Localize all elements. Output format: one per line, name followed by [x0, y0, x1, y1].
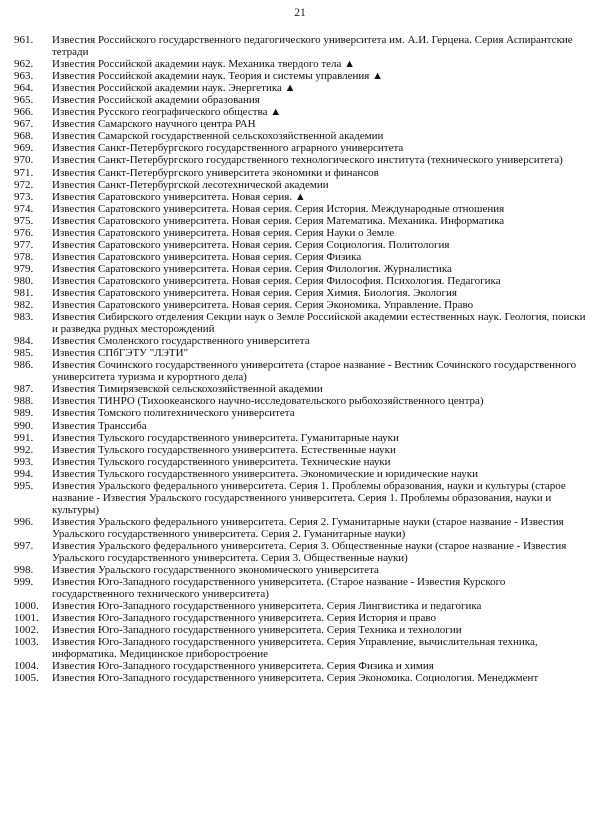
- entry-number: 981.: [14, 286, 34, 299]
- entry-title: Известия Юго-Западного государственного университета. Серия Экономика. Социология. Менеджмент: [52, 672, 539, 685]
- list-item: [14, 191, 588, 203]
- entry-title: Известия Санкт-Петербургского университета экономики и финансов: [52, 166, 379, 179]
- entry-number: 980.: [14, 274, 34, 287]
- list-item: [14, 58, 588, 70]
- list-item: [14, 624, 588, 636]
- list-item: [14, 227, 588, 239]
- entry-title: Известия Самарского научного центра РАН: [52, 118, 256, 131]
- entry-number: 1004.: [14, 660, 39, 673]
- list-item: [14, 468, 588, 480]
- entry-number: 983.: [14, 311, 34, 324]
- entry-number: 973.: [14, 190, 34, 203]
- entry-title: Известия Российской академии наук. Теория и системы управления ▲: [52, 70, 383, 83]
- list-item: [14, 540, 588, 564]
- entry-title: Известия Саратовского университета. Новая серия. Серия Химия. Биология. Экология: [52, 286, 457, 299]
- entry-title: Известия Транссиба: [52, 419, 147, 432]
- entry-number: 963.: [14, 70, 34, 83]
- entry-number: 968.: [14, 130, 34, 143]
- entry-number: 977.: [14, 238, 34, 251]
- entry-number: 994.: [14, 467, 34, 480]
- entry-number: 969.: [14, 142, 34, 155]
- entry-title: Известия Тульского государственного университета. Экономические и юридические науки: [52, 467, 478, 480]
- entry-title: Известия Саратовского университета. Новая серия. Серия История. Международные отношения: [52, 202, 505, 215]
- entry-title: Известия Санкт-Петербургского государственного технологического института (технического университета): [52, 154, 563, 167]
- list-item: [14, 564, 588, 576]
- list-item: [14, 672, 588, 684]
- list-item: [14, 420, 588, 432]
- entry-title: Известия Саратовского университета. Новая серия. Серия Социология. Политология: [52, 238, 450, 251]
- list-item: [14, 106, 588, 118]
- entry-title: Известия Тульского государственного университета. Гуманитарные науки: [52, 431, 399, 444]
- entry-title: Известия Саратовского университета. Новая серия. Серия Философия. Психология. Педагогика: [52, 274, 501, 287]
- entry-number: 984.: [14, 335, 34, 348]
- page-number: 21: [294, 7, 306, 19]
- entry-number: 988.: [14, 395, 34, 408]
- entry-number: 966.: [14, 106, 34, 119]
- list-item: [14, 395, 588, 407]
- entry-title: Известия Российского государственного педагогического университета им. А.И. Герцена. Серия Аспирантские тетради: [52, 34, 573, 59]
- list-item: [14, 407, 588, 419]
- entry-title: Известия ТИНРО (Тихоокеанского научно-исследовательского рыбохозяйственного центра): [52, 395, 484, 408]
- list-item: [14, 34, 588, 58]
- list-item: [14, 118, 588, 130]
- entry-title: Известия Уральского федерального университета. Серия 3. Общественные науки (старое название - Известия Уральского государственного университета. Серия 3. Общественные науки): [52, 539, 567, 565]
- journal-list: [14, 34, 588, 685]
- list-item: [14, 660, 588, 672]
- list-item: [14, 456, 588, 468]
- entry-number: 996.: [14, 515, 34, 528]
- entry-title: Известия Саратовского университета. Новая серия. ▲: [52, 190, 306, 203]
- entry-number: 991.: [14, 431, 34, 444]
- list-item: [14, 130, 588, 142]
- entry-number: 989.: [14, 407, 34, 420]
- entry-title: Известия Саратовского университета. Новая серия. Серия Физика: [52, 250, 362, 263]
- list-item: [14, 263, 588, 275]
- list-item: [14, 299, 588, 311]
- entry-number: 975.: [14, 214, 34, 227]
- list-item: [14, 142, 588, 154]
- list-item: [14, 239, 588, 251]
- entry-title: Известия Уральского федерального университета. Серия 1. Проблемы образования, науки и культуры (старое название - Известия Уральского государственного университета. Серия 1. Проблемы образования, науки и культуры): [52, 479, 566, 516]
- entry-title: Известия Уральского федерального университета. Серия 2. Гуманитарные науки (старое название - Известия Уральского государственного университета. Серия 2. Гуманитарные науки): [52, 515, 564, 540]
- entry-title: Известия Тимирязевской сельскохозяйственной академии: [52, 383, 323, 396]
- entry-title: Известия Юго-Западного государственного университета. Серия Техника и технологии: [52, 624, 462, 637]
- entry-title: Известия Смоленского государственного университета: [52, 335, 310, 348]
- entry-title: Известия Тульского государственного университета. Технические науки: [52, 455, 391, 468]
- entry-title: Известия Саратовского университета. Новая серия. Серия Математика. Механика. Информатика: [52, 214, 505, 227]
- entry-number: 970.: [14, 154, 34, 167]
- entry-title: Известия Российской академии образования: [52, 94, 260, 107]
- entry-number: 972.: [14, 178, 34, 191]
- list-item: [14, 636, 588, 660]
- entry-number: 974.: [14, 202, 34, 215]
- entry-title: Известия Сибирского отделения Секции наук о Земле Российской академии естественных наук. Геология, поиски и разведка рудных месторождений: [52, 311, 586, 336]
- entry-number: 982.: [14, 299, 34, 312]
- list-item: [14, 70, 588, 82]
- list-item: [14, 480, 588, 516]
- list-item: [14, 251, 588, 263]
- entry-title: Известия Санкт-Петербургской лесотехнической академии: [52, 178, 329, 191]
- list-item: [14, 311, 588, 335]
- entry-number: 995.: [14, 479, 34, 492]
- entry-number: 985.: [14, 347, 34, 360]
- entry-number: 992.: [14, 443, 34, 456]
- list-item: [14, 215, 588, 227]
- entry-number: 967.: [14, 118, 34, 131]
- list-item: [14, 335, 588, 347]
- entry-title: Известия Юго-Западного государственного университета. Серия Физика и химия: [52, 660, 434, 673]
- entry-title: Известия Тульского государственного университета. Естественные науки: [52, 443, 396, 456]
- entry-title: Известия Русского географического общества ▲: [52, 106, 282, 119]
- entry-number: 1001.: [14, 612, 39, 625]
- entry-number: 987.: [14, 383, 34, 396]
- entry-title: Известия Саратовского университета. Новая серия. Серия Филология. Журналистика: [52, 262, 452, 275]
- list-item: [14, 287, 588, 299]
- entry-title: Известия Юго-Западного государственного университета. Серия Управление, вычислительная техника, информатика. Медицинское приборостроение: [52, 636, 538, 661]
- entry-title: Известия Юго-Западного государственного университета. (Старое название - Известия Курского государственного технического университета): [52, 576, 506, 601]
- entry-number: 1003.: [14, 636, 39, 649]
- list-item: [14, 347, 588, 359]
- entry-number: 1005.: [14, 672, 39, 685]
- entry-number: 997.: [14, 539, 34, 552]
- entry-title: Известия СПбГЭТУ "ЛЭТИ": [52, 347, 189, 360]
- entry-title: Известия Сочинского государственного университета (старое название - Вестник Сочинского государственного университета туризма и курортного дела): [52, 359, 577, 384]
- list-item: [14, 444, 588, 456]
- entry-number: 999.: [14, 576, 34, 589]
- list-item: [14, 82, 588, 94]
- entry-title: Известия Саратовского университета. Новая серия. Серия Науки о Земле: [52, 226, 395, 239]
- entry-number: 998.: [14, 564, 34, 577]
- list-item: [14, 612, 588, 624]
- entry-number: 976.: [14, 226, 34, 239]
- entry-number: 965.: [14, 94, 34, 107]
- entry-number: 1000.: [14, 600, 39, 613]
- entry-number: 971.: [14, 166, 34, 179]
- list-item: [14, 94, 588, 106]
- list-item: [14, 516, 588, 540]
- entry-number: 979.: [14, 262, 34, 275]
- list-item: [14, 576, 588, 600]
- entry-number: 961.: [14, 34, 34, 46]
- list-item: [14, 203, 588, 215]
- entry-number: 993.: [14, 455, 34, 468]
- list-item: [14, 179, 588, 191]
- entry-title: Известия Санкт-Петербургского государственного аграрного университета: [52, 142, 404, 155]
- list-item: [14, 383, 588, 395]
- entry-number: 964.: [14, 82, 34, 95]
- entry-number: 962.: [14, 58, 34, 71]
- list-item: [14, 432, 588, 444]
- entry-title: Известия Российской академии наук. Энергетика ▲: [52, 82, 296, 95]
- list-item: [14, 167, 588, 179]
- entry-title: Известия Самарской государственной сельскохозяйственной академии: [52, 130, 384, 143]
- entry-number: 1002.: [14, 624, 39, 637]
- entry-title: Известия Уральского государственного экономического университета: [52, 564, 379, 577]
- entry-number: 978.: [14, 250, 34, 263]
- list-item: [14, 600, 588, 612]
- list-item: [14, 154, 588, 166]
- entry-title: Известия Томского политехнического университета: [52, 407, 295, 420]
- entry-number: 986.: [14, 359, 34, 372]
- list-item: [14, 359, 588, 383]
- list-item: [14, 275, 588, 287]
- entry-title: Известия Юго-Западного государственного университета. Серия История и право: [52, 612, 436, 625]
- entry-title: Известия Саратовского университета. Новая серия. Серия Экономика. Управление. Право: [52, 299, 474, 312]
- entry-number: 990.: [14, 419, 34, 432]
- entry-title: Известия Российской академии наук. Механика твердого тела ▲: [52, 58, 356, 71]
- entry-title: Известия Юго-Западного государственного университета. Серия Лингвистика и педагогика: [52, 600, 482, 613]
